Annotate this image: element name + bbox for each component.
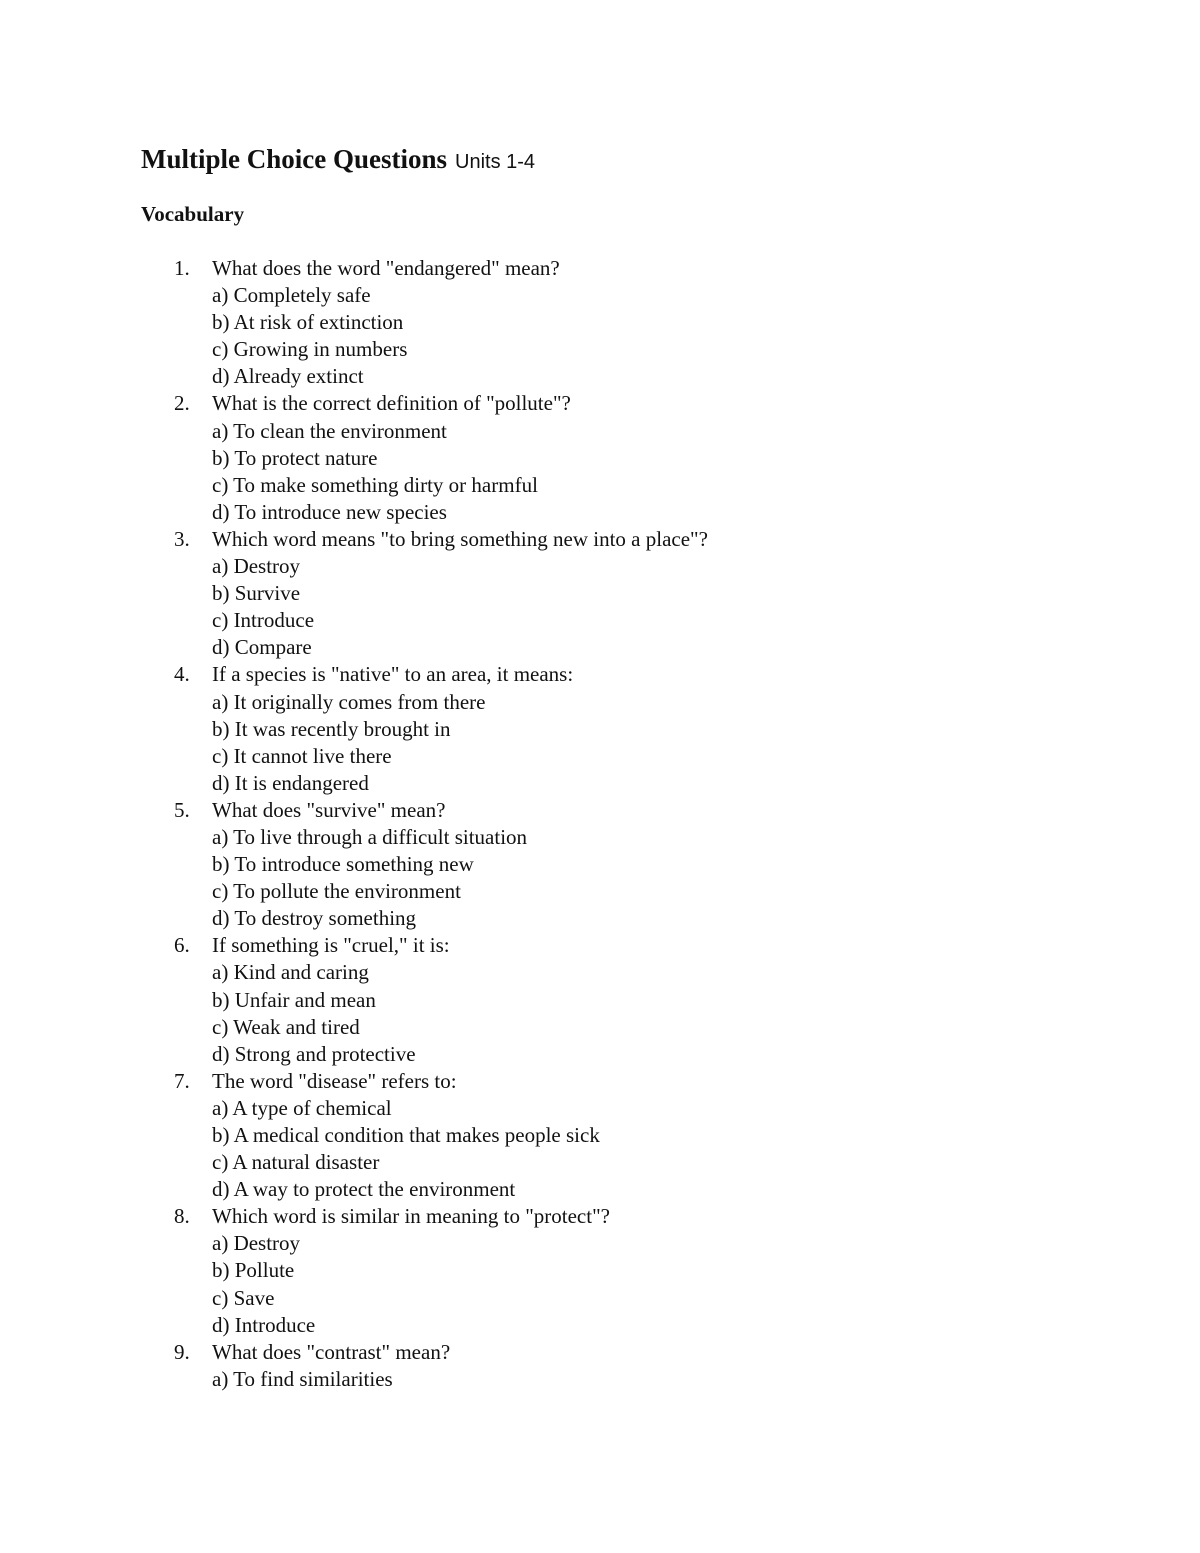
choice: c) Weak and tired bbox=[212, 1014, 360, 1039]
question-text: What is the correct definition of "pollute"? bbox=[212, 391, 571, 416]
question-number: 4. bbox=[174, 662, 190, 687]
question-2 bbox=[0, 390, 708, 525]
choice: c) Introduce bbox=[212, 608, 315, 633]
choice-list bbox=[212, 553, 708, 661]
choice-list bbox=[212, 1095, 708, 1203]
choice: c) Growing in numbers bbox=[212, 337, 408, 362]
question-text: Which word is similar in meaning to "protect"? bbox=[212, 1204, 610, 1229]
question-5 bbox=[0, 797, 708, 932]
question-text: Which word means "to bring something new into a place"? bbox=[212, 526, 708, 551]
question-text: What does "survive" mean? bbox=[212, 797, 446, 822]
choice: b) To protect nature bbox=[212, 445, 378, 470]
question-number: 5. bbox=[174, 797, 190, 822]
question-9 bbox=[0, 1339, 708, 1393]
question-text: If something is "cruel," it is: bbox=[212, 933, 450, 958]
choice: d) Strong and protective bbox=[212, 1041, 416, 1066]
choice: a) Kind and caring bbox=[212, 960, 369, 985]
choice: b) Survive bbox=[212, 581, 301, 606]
choice: d) Already extinct bbox=[212, 364, 364, 389]
choice: c) A natural disaster bbox=[212, 1150, 380, 1175]
title-main: Multiple Choice Questions bbox=[141, 144, 448, 174]
choice: a) It originally comes from there bbox=[212, 689, 486, 714]
question-text: What does the word "endangered" mean? bbox=[212, 256, 560, 280]
choice: a) To find similarities bbox=[212, 1366, 393, 1391]
choice: d) To introduce new species bbox=[212, 499, 447, 524]
choice: d) Introduce bbox=[212, 1312, 316, 1337]
title-units: Units 1-4 bbox=[455, 151, 536, 173]
question-number: 8. bbox=[174, 1204, 190, 1229]
choice-list bbox=[212, 282, 708, 390]
choice: c) Save bbox=[212, 1285, 275, 1310]
page-title bbox=[141, 140, 535, 179]
choice: d) A way to protect the environment bbox=[212, 1177, 516, 1202]
choice: a) Completely safe bbox=[212, 283, 371, 308]
choice: b) To introduce something new bbox=[212, 852, 474, 877]
question-text: If a species is "native" to an area, it means: bbox=[212, 662, 574, 687]
choice: c) To make something dirty or harmful bbox=[212, 472, 538, 497]
question-7 bbox=[0, 1068, 708, 1203]
question-4 bbox=[0, 661, 708, 796]
choice: b) At risk of extinction bbox=[212, 310, 404, 335]
question-number: 6. bbox=[174, 933, 190, 958]
question-number: 2. bbox=[174, 391, 190, 416]
choice: b) Pollute bbox=[212, 1258, 295, 1283]
question-8 bbox=[0, 1203, 708, 1338]
section-heading: Vocabulary bbox=[141, 202, 245, 226]
question-text: What does "contrast" mean? bbox=[212, 1339, 451, 1364]
question-list bbox=[0, 255, 708, 1393]
question-number: 3. bbox=[174, 526, 190, 551]
choice: c) To pollute the environment bbox=[212, 879, 461, 904]
choice-list bbox=[212, 418, 708, 526]
choice: b) It was recently brought in bbox=[212, 716, 451, 741]
choice: c) It cannot live there bbox=[212, 743, 392, 768]
choice: a) To live through a difficult situation bbox=[212, 824, 528, 849]
question-6 bbox=[0, 932, 708, 1067]
question-1 bbox=[0, 255, 708, 390]
choice: d) To destroy something bbox=[212, 906, 417, 931]
choice-list bbox=[212, 689, 708, 797]
question-number: 7. bbox=[174, 1068, 190, 1093]
choice: a) Destroy bbox=[212, 1231, 301, 1256]
choice: d) It is endangered bbox=[212, 770, 369, 795]
choice-list bbox=[212, 1366, 708, 1393]
choice: a) A type of chemical bbox=[212, 1095, 392, 1120]
choice: d) Compare bbox=[212, 635, 312, 660]
choice-list bbox=[212, 959, 708, 1067]
choice: a) To clean the environment bbox=[212, 418, 447, 443]
choice-list bbox=[212, 1230, 708, 1338]
question-text: The word "disease" refers to: bbox=[212, 1068, 457, 1093]
question-number: 1. bbox=[174, 256, 190, 280]
question-3 bbox=[0, 526, 708, 661]
choice: b) Unfair and mean bbox=[212, 987, 376, 1012]
question-number: 9. bbox=[174, 1339, 190, 1364]
choice: b) A medical condition that makes people sick bbox=[212, 1123, 600, 1147]
choice: a) Destroy bbox=[212, 554, 301, 579]
choice-list bbox=[212, 824, 708, 932]
